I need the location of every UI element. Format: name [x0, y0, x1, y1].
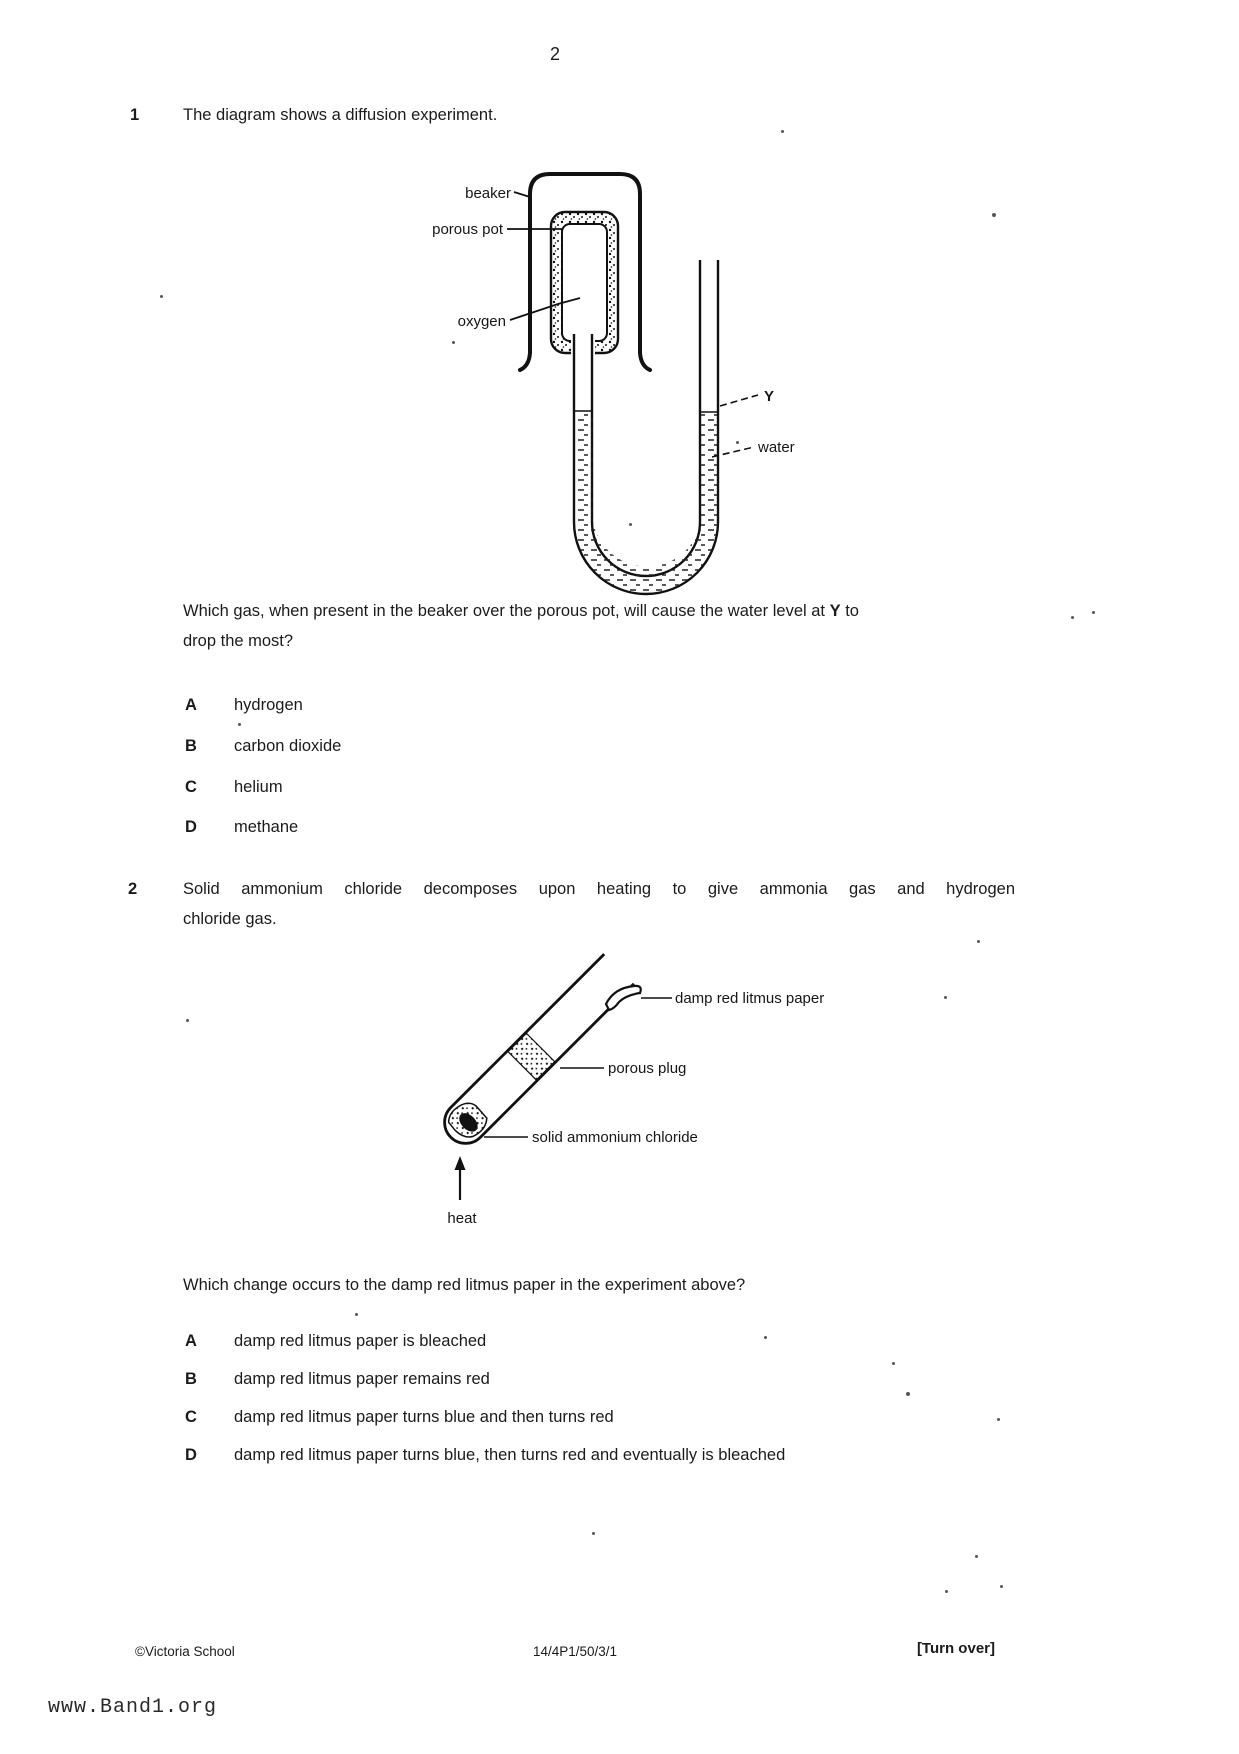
q2-number: 2 [128, 880, 138, 898]
scan-speckle [355, 1313, 358, 1316]
scan-speckle [892, 1362, 895, 1365]
q1-number: 1 [130, 106, 140, 124]
q1-option-b [185, 737, 1105, 756]
q2-option-a-text: damp red litmus paper is bleached [234, 1332, 487, 1350]
scan-speckle [160, 295, 163, 298]
q1-option-c-text: helium [234, 778, 283, 796]
scan-speckle [997, 1418, 1000, 1421]
q2-diagram [380, 938, 840, 1238]
q2-option-a [185, 1332, 1105, 1351]
scan-speckle [238, 723, 241, 726]
solid-label: solid ammonium chloride [532, 1129, 698, 1146]
q2-intro-line1: Solid ammonium chloride decomposes upon heating to give ammonia gas and hydrogen [183, 880, 1015, 898]
q1-option-a [185, 696, 1105, 715]
heat-arrow [455, 1156, 466, 1200]
q1-question-line1-pre: Which gas, when present in the beaker over the porous pot, will cause the water level at [183, 602, 830, 620]
beaker-leader-line [514, 192, 530, 197]
watermark: www.Band1.org [48, 1696, 218, 1719]
q2-option-d-letter: D [185, 1446, 197, 1464]
q2-option-c-text: damp red litmus paper turns blue and then turns red [234, 1408, 614, 1426]
q2-intro [183, 874, 1015, 934]
q2-option-c-letter: C [185, 1408, 197, 1426]
page-number: 2 [549, 44, 560, 64]
y-label: Y [764, 388, 775, 405]
scan-speckle [975, 1555, 978, 1558]
scan-speckle [592, 1532, 595, 1535]
q2-question: Which change occurs to the damp red litmus paper in the experiment above? [183, 1276, 746, 1294]
q1-intro: The diagram shows a diffusion experiment. [183, 106, 498, 124]
scan-speckle [1000, 1585, 1003, 1588]
q1-question-line1 [183, 596, 1033, 626]
oxygen-label: oxygen [457, 313, 506, 330]
q1-question-line1-post: to [840, 602, 859, 620]
heat-label: heat [447, 1210, 477, 1227]
scan-speckle [1092, 611, 1095, 614]
scan-speckle [736, 441, 739, 444]
porous-pot-label: porous pot [432, 221, 503, 238]
scan-speckle [992, 213, 996, 217]
q2-option-d [185, 1446, 1105, 1465]
porous-pot-cavity [562, 224, 607, 341]
q2-option-b [185, 1370, 1105, 1389]
water-label: water [758, 439, 795, 456]
scan-speckle [629, 523, 632, 526]
q2-option-d-text: damp red litmus paper turns blue, then turns red and eventually is bleached [234, 1446, 786, 1464]
q1-question-line1-bold: Y [829, 602, 841, 620]
scan-speckle [906, 1392, 910, 1396]
q1-question-line2: drop the most? [183, 632, 294, 650]
footer-school: ©Victoria School [135, 1644, 235, 1659]
q1-diagram [368, 148, 818, 608]
q2-option-a-letter: A [185, 1332, 197, 1350]
q2-option-c [185, 1408, 1105, 1427]
scan-speckle [944, 996, 947, 999]
plug-label: porous plug [608, 1060, 687, 1077]
q2-option-b-text: damp red litmus paper remains red [234, 1370, 490, 1388]
q1-option-a-letter: A [185, 696, 197, 714]
beaker-label: beaker [465, 185, 511, 202]
scan-speckle [945, 1590, 948, 1593]
scan-speckle [186, 1019, 189, 1022]
footer-paper-code: 14/4P1/50/3/1 [532, 1644, 618, 1659]
q1-option-d [185, 818, 1105, 837]
scan-speckle [977, 940, 980, 943]
scan-speckle [1071, 616, 1074, 619]
q1-option-d-text: methane [234, 818, 299, 836]
q1-option-c-letter: C [185, 778, 197, 796]
scan-speckle [764, 1336, 767, 1339]
q2-intro-line2: chloride gas. [183, 910, 277, 928]
q1-option-d-letter: D [185, 818, 197, 836]
q1-option-b-text: carbon dioxide [234, 737, 342, 755]
scan-speckle [452, 341, 455, 344]
water-fill [575, 411, 717, 593]
litmus-label: damp red litmus paper [675, 990, 825, 1007]
footer-turn-over: [Turn over] [916, 1640, 995, 1657]
q1-option-b-letter: B [185, 737, 197, 755]
y-leader-line [720, 395, 758, 406]
q1-question [183, 596, 1033, 656]
q1-option-c [185, 778, 1105, 797]
q1-option-a-text: hydrogen [234, 696, 303, 714]
scan-speckle [781, 130, 784, 133]
q2-option-b-letter: B [185, 1370, 197, 1388]
